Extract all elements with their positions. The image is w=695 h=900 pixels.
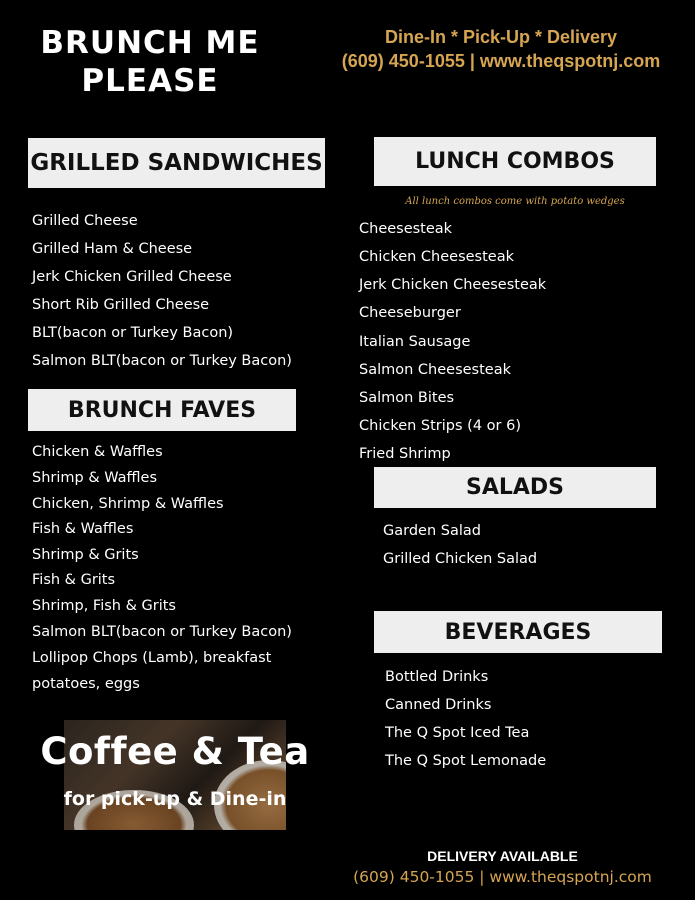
section-title-beverages: BEVERAGES (374, 611, 662, 653)
footer-contact: (609) 450-1055 | www.theqspotnj.com (353, 868, 652, 886)
menu-item: BLT(bacon or Turkey Bacon) (32, 325, 234, 341)
brand-title (20, 24, 280, 100)
menu-item: Lollipop Chops (Lamb), breakfast (32, 650, 272, 666)
section-title-brunch-faves: BRUNCH FAVES (28, 389, 296, 431)
brand-line-2: PLEASE (81, 63, 219, 99)
menu-item: Shrimp, Fish & Grits (32, 598, 176, 614)
menu-item: Salmon Bites (359, 390, 455, 406)
menu-item: Fish & Waffles (32, 521, 134, 537)
coffee-tea-subtitle: for pick-up & Dine-in (63, 788, 287, 810)
service-options: Dine-In * Pick-Up * Delivery (384, 27, 618, 47)
menu-item: Salmon Cheesesteak (359, 362, 511, 378)
menu-item: Salmon BLT(bacon or Turkey Bacon) (32, 353, 292, 369)
menu-item: Fish & Grits (32, 572, 116, 588)
menu-item: Chicken Strips (4 or 6) (359, 418, 521, 434)
menu-item: Garden Salad (383, 523, 481, 539)
menu-item: Fried Shrimp (359, 446, 451, 462)
brand-line-1: BRUNCH ME (40, 25, 260, 61)
menu-item: Grilled Chicken Salad (383, 551, 538, 567)
menu-item: Jerk Chicken Grilled Cheese (32, 269, 232, 285)
menu-item: potatoes, eggs (32, 676, 140, 692)
menu-item: The Q Spot Iced Tea (385, 725, 530, 741)
menu-item: Canned Drinks (385, 697, 492, 713)
menu-item: Italian Sausage (359, 334, 471, 350)
menu-item: Cheeseburger (359, 305, 461, 321)
menu-item: Grilled Cheese (32, 213, 138, 229)
menu-item: Jerk Chicken Cheesesteak (359, 277, 547, 293)
menu-item: Chicken, Shrimp & Waffles (32, 496, 224, 512)
menu-item: Chicken Cheesesteak (359, 249, 514, 265)
section-title-salads: SALADS (374, 467, 656, 508)
menu-item: Shrimp & Waffles (32, 470, 158, 486)
menu-item: Grilled Ham & Cheese (32, 241, 193, 257)
menu-item: Shrimp & Grits (32, 547, 139, 563)
menu-item: Bottled Drinks (385, 669, 489, 685)
menu-item: Short Rib Grilled Cheese (32, 297, 210, 313)
section-title-grilled-sandwiches: GRILLED SANDWICHES (28, 138, 325, 188)
coffee-tea-title: Coffee & Tea (40, 730, 310, 773)
menu-item: Chicken & Waffles (32, 444, 163, 460)
menu-item: Cheesesteak (359, 221, 453, 237)
menu-item: The Q Spot Lemonade (385, 753, 547, 769)
delivery-available: DELIVERY AVAILABLE (427, 848, 578, 864)
section-title-lunch-combos: LUNCH COMBOS (374, 137, 656, 186)
menu-item: Salmon BLT(bacon or Turkey Bacon) (32, 624, 292, 640)
lunch-combos-note: All lunch combos come with potato wedges (405, 196, 625, 207)
header-contact: (609) 450-1055 | www.theqspotnj.com (341, 51, 661, 71)
